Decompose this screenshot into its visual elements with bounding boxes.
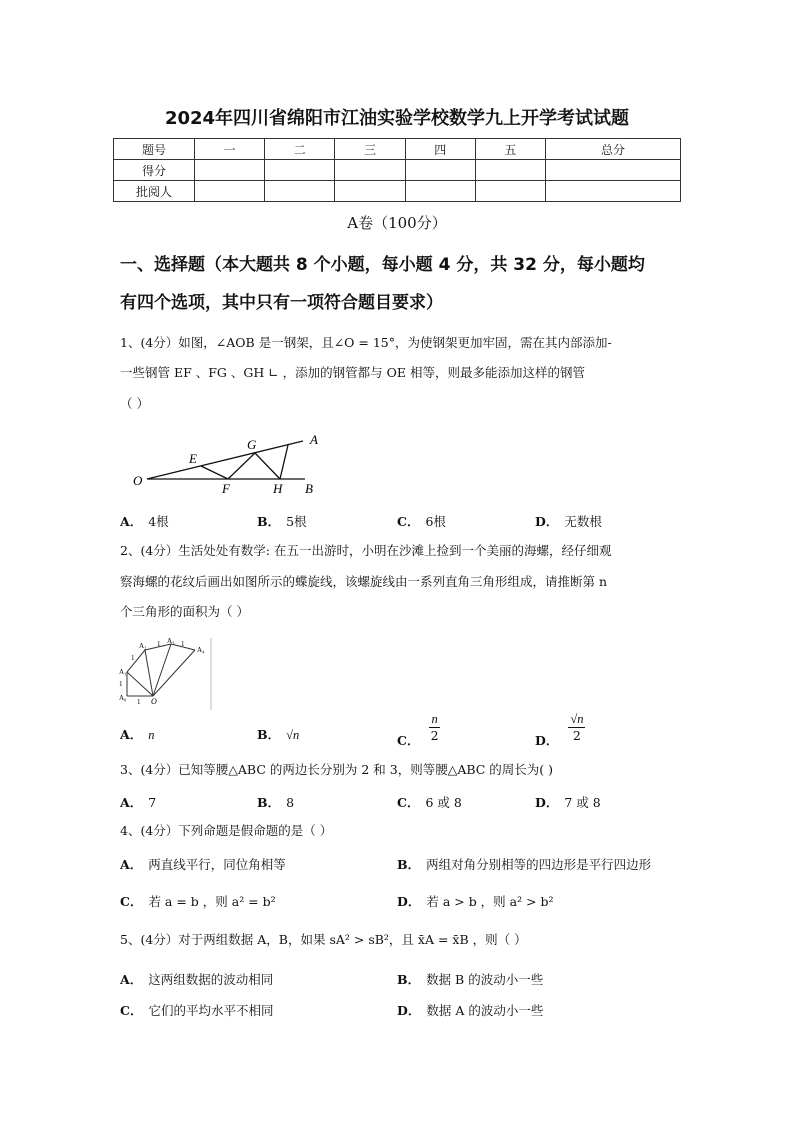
option-key: C． <box>120 894 143 909</box>
q2-option-b[interactable] <box>257 725 299 743</box>
label-a4: A₄ <box>197 646 205 654</box>
table-cell <box>195 181 265 202</box>
q1-line3: （ ） <box>120 396 149 411</box>
fraction <box>429 712 439 743</box>
label-e: E <box>189 451 197 466</box>
table-cell <box>195 160 265 181</box>
option-text: 5根 <box>286 514 307 529</box>
option-text: 4根 <box>148 514 169 529</box>
tube-gh <box>255 453 280 479</box>
option-key: C． <box>397 733 420 748</box>
q2-option-c[interactable] <box>397 712 440 749</box>
label-a2: A₂ <box>139 642 147 650</box>
q3-option-c[interactable] <box>397 793 462 811</box>
option-key: D． <box>535 733 559 748</box>
label-o: O <box>151 697 157 706</box>
q2-line1: 2、(4分）生活处处有数学: 在五一出游时，小明在沙滩上捡到一个美丽的海螺，经仔细观 <box>120 543 612 558</box>
table-cell: 四 <box>405 139 475 160</box>
option-text: 6 或 8 <box>425 795 462 810</box>
option-key: A． <box>120 514 143 529</box>
table-cell <box>265 160 335 181</box>
score-table <box>113 138 681 202</box>
table-row <box>114 181 681 202</box>
label-h: H <box>273 481 283 496</box>
table-cell <box>546 181 681 202</box>
option-key: A． <box>120 795 143 810</box>
label-one: 1 <box>131 654 135 662</box>
table-cell: 总分 <box>546 139 681 160</box>
option-text: 若 a > b ，则 a² > b² <box>426 894 554 909</box>
table-cell <box>546 160 681 181</box>
option-key: B． <box>257 795 281 810</box>
option-text: 两直线平行，同位角相等 <box>148 857 286 872</box>
q1-line1: 1、(4分）如图，∠AOB 是一钢架，且∠O = 15°，为使钢架更加牢固，需在其内部添加- <box>120 335 612 350</box>
q1-line2: 一些钢管 EF 、FG 、GH ∟ ，添加的钢管都与 OE 相等，则最多能添加这样的钢管 <box>120 365 586 380</box>
page-title: 2024年四川省绵阳市江油实验学校数学九上开学考试试题 <box>164 108 630 129</box>
label-b: B <box>305 481 313 496</box>
q4-option-b[interactable] <box>397 855 651 873</box>
table-cell: 批阅人 <box>114 181 195 202</box>
table-cell <box>475 160 545 181</box>
q4-text: 4、(4分）下列命题是假命题的是（ ） <box>120 823 333 838</box>
table-cell <box>405 181 475 202</box>
section-heading-line1: 一、选择题（本大题共 8 个小题，每小题 4 分，共 32 分，每小题均 <box>120 255 645 275</box>
q4-option-a[interactable] <box>120 855 286 873</box>
table-cell: 三 <box>335 139 405 160</box>
option-text: 7 或 8 <box>564 795 601 810</box>
option-key: C． <box>120 1003 143 1018</box>
q2-line3: 个三角形的面积为（ ） <box>120 604 249 619</box>
option-key: B． <box>397 972 421 987</box>
q3-option-b[interactable] <box>257 793 294 811</box>
option-key: D． <box>535 795 559 810</box>
option-key: B． <box>257 514 281 529</box>
option-text: 数据 A 的波动小一些 <box>426 1003 544 1018</box>
q2-option-d[interactable] <box>535 712 585 749</box>
table-cell <box>475 181 545 202</box>
label-a1: A₁ <box>119 668 127 676</box>
q2-line2: 察海螺的花纹后画出如图所示的蝶旋线，该螺旋线由一系列直角三角形组成，请推断第 n <box>120 574 608 589</box>
table-row <box>114 160 681 181</box>
label-g: G <box>247 437 257 452</box>
q4-option-d[interactable] <box>397 892 554 910</box>
option-key: D． <box>535 514 559 529</box>
fraction-numerator: n <box>431 712 438 726</box>
tube-ef <box>201 466 228 479</box>
table-cell <box>335 181 405 202</box>
option-key: A． <box>120 857 143 872</box>
q1-option-d[interactable] <box>535 512 602 530</box>
option-text: 它们的平均水平不相同 <box>148 1003 274 1018</box>
fraction-numerator: √n <box>570 712 584 726</box>
option-key: A． <box>120 727 143 742</box>
table-cell <box>335 160 405 181</box>
q5-text: 5、(4分）对于两组数据 A，B，如果 sA² > sB²，且 x̄A = x̄B ，则（ ） <box>120 932 527 947</box>
option-key: B． <box>397 857 421 872</box>
q5-option-c[interactable] <box>120 1001 273 1019</box>
q5-option-d[interactable] <box>397 1001 543 1019</box>
q1-option-b[interactable] <box>257 512 307 530</box>
option-text: 无数根 <box>564 514 602 529</box>
label-one: 1 <box>137 698 141 706</box>
q2-spiral-figure <box>117 634 217 712</box>
tube-h <box>280 445 288 479</box>
table-cell: 五 <box>475 139 545 160</box>
q5-option-b[interactable] <box>397 970 543 988</box>
option-text: 数据 B 的波动小一些 <box>426 972 544 987</box>
section-a-label: A卷（100分） <box>347 214 447 232</box>
table-cell: 得分 <box>114 160 195 181</box>
table-row <box>114 139 681 160</box>
option-key: B． <box>257 727 281 742</box>
option-key: D． <box>397 1003 421 1018</box>
label-one: 1 <box>157 640 161 648</box>
q3-option-d[interactable] <box>535 793 601 811</box>
option-text: n <box>148 728 155 742</box>
fraction-denominator: 2 <box>572 728 581 743</box>
table-cell <box>265 181 335 202</box>
q2-option-a[interactable] <box>120 725 154 743</box>
option-text: 6根 <box>425 514 446 529</box>
label-a3: A₃ <box>167 637 175 645</box>
label-one: 1 <box>119 680 123 688</box>
q3-option-a[interactable] <box>120 793 156 811</box>
table-cell <box>405 160 475 181</box>
table-cell: 题号 <box>114 139 195 160</box>
option-key: C． <box>397 795 420 810</box>
option-key: D． <box>397 894 421 909</box>
option-text: 两组对角分别相等的四边形是平行四边形 <box>426 857 652 872</box>
label-a: A <box>310 432 318 447</box>
label-f: F <box>222 481 230 496</box>
q1-option-a[interactable] <box>120 512 169 530</box>
fraction-denominator: 2 <box>430 728 439 743</box>
option-text: 7 <box>148 795 157 810</box>
section-heading-line2: 有四个选项，其中只有一项符合题目要求） <box>120 293 443 313</box>
q5-option-a[interactable] <box>120 970 273 988</box>
fraction <box>568 712 585 743</box>
option-text: 若 a = b ，则 a² = b² <box>148 894 276 909</box>
label-one: 1 <box>181 640 185 648</box>
q1-figure <box>125 428 340 498</box>
q3-text: 3、(4分）已知等腰△ABC 的两边长分别为 2 和 3，则等腰△ABC 的周长为( ) <box>120 762 554 777</box>
table-cell: 一 <box>195 139 265 160</box>
label-o: O <box>133 473 143 488</box>
table-cell: 二 <box>265 139 335 160</box>
q1-option-c[interactable] <box>397 512 446 530</box>
option-text: 8 <box>286 795 295 810</box>
ray-oa <box>147 441 303 479</box>
option-key: A． <box>120 972 143 987</box>
q4-option-c[interactable] <box>120 892 276 910</box>
option-key: C． <box>397 514 420 529</box>
option-text: √n <box>286 728 300 742</box>
tube-fg <box>228 453 255 479</box>
label-a0: A₀ <box>119 694 127 702</box>
option-text: 这两组数据的波动相同 <box>148 972 274 987</box>
